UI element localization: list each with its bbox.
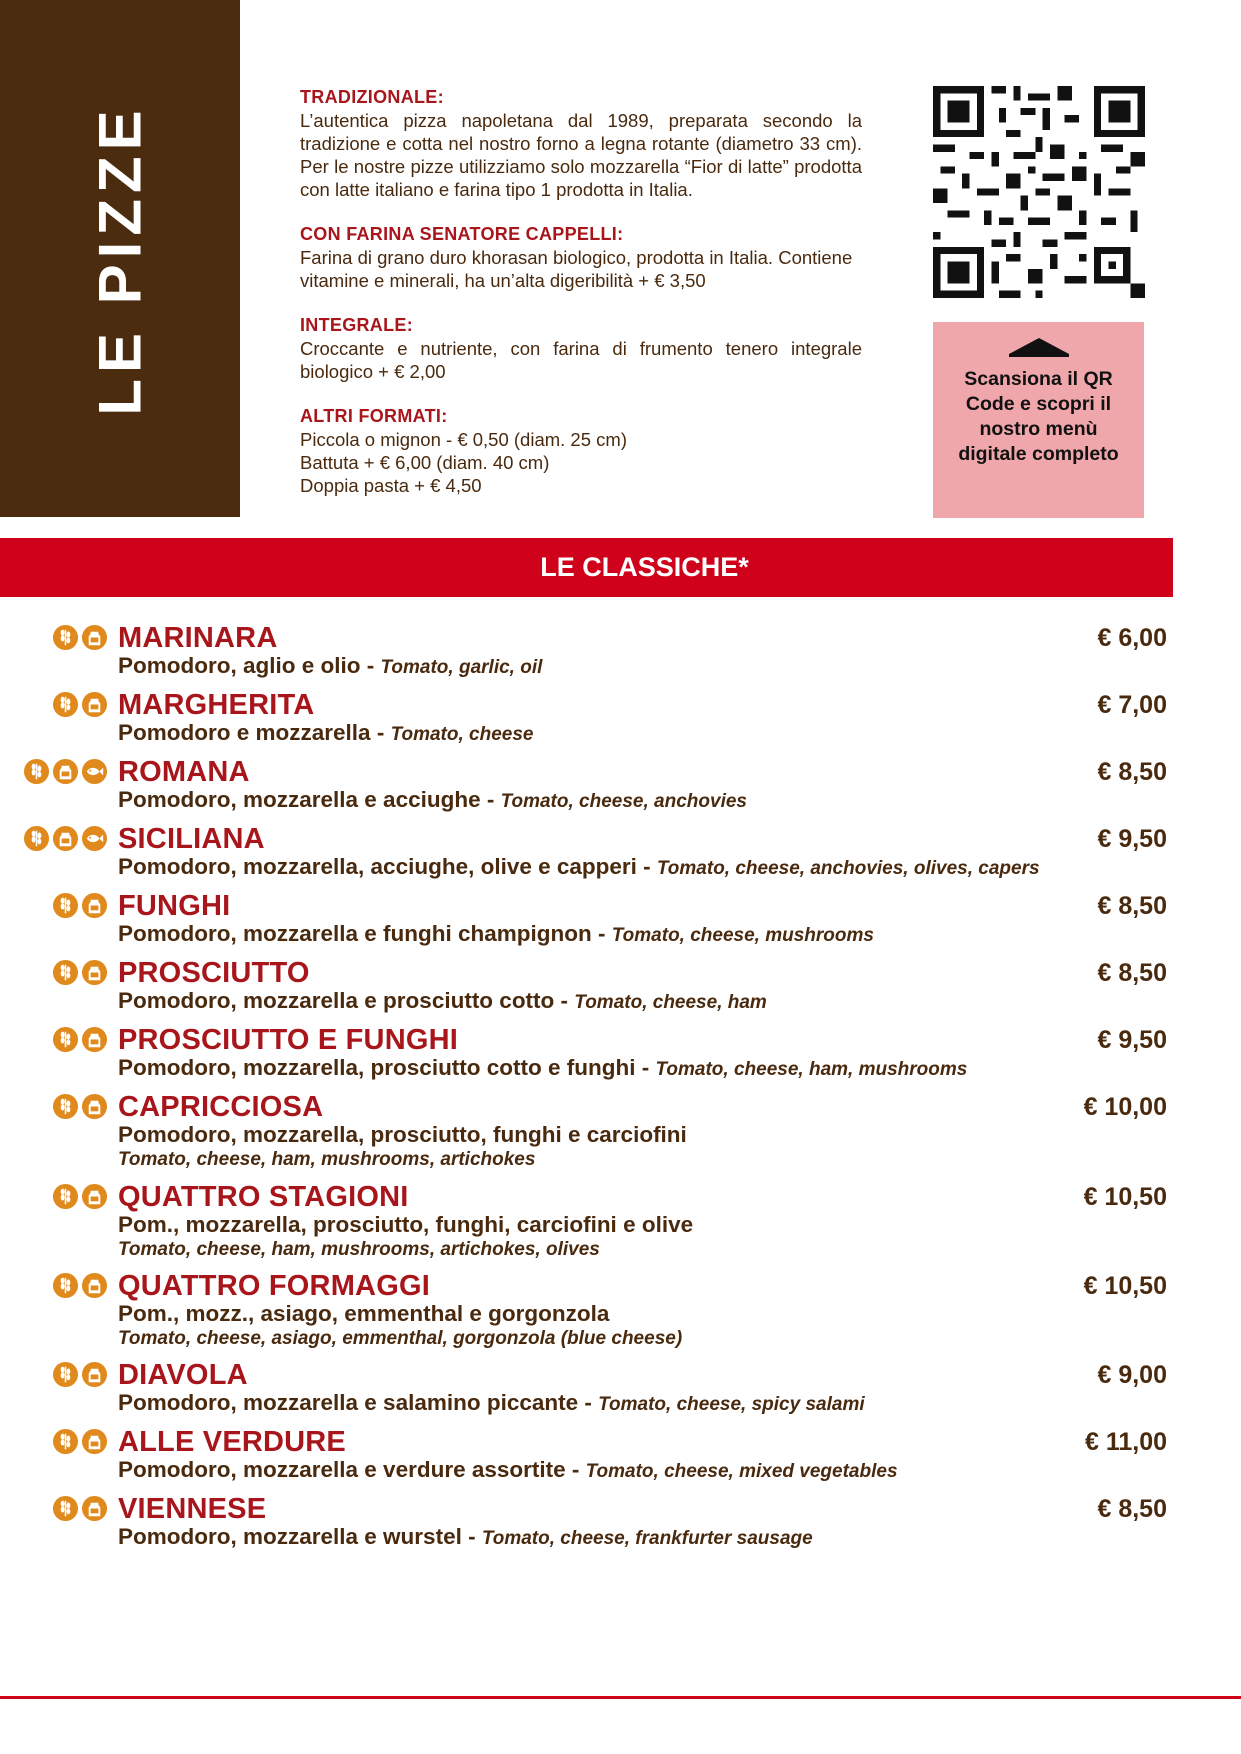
item-description <box>118 1211 693 1238</box>
wheat-icon <box>52 1026 79 1053</box>
bottom-divider <box>0 1696 1241 1699</box>
milk-icon <box>81 1428 108 1455</box>
item-name: ROMANA <box>118 756 250 788</box>
item-description-en: Tomato, cheese, ham, mushrooms, artichokes <box>118 1149 536 1170</box>
item-price: € 6,00 <box>1097 624 1167 652</box>
milk-icon <box>52 825 79 852</box>
item-price: € 8,50 <box>1097 892 1167 920</box>
milk-icon <box>81 1093 108 1120</box>
wheat-icon <box>23 825 50 852</box>
wheat-icon <box>52 892 79 919</box>
milk-icon <box>81 1361 108 1388</box>
wheat-icon <box>52 1495 79 1522</box>
item-description-it: Pomodoro, mozzarella e funghi champignon <box>118 921 592 946</box>
item-description-it: Pomodoro, mozzarella e wurstel <box>118 1524 462 1549</box>
wheat-icon <box>52 1428 79 1455</box>
item-description: Pomodoro, mozzarella e wurstel - Tomato, cheese, frankfurter sausage <box>118 1524 813 1549</box>
item-description: Pomodoro, mozzarella e funghi champignon - Tomato, cheese, mushrooms <box>118 921 874 946</box>
allergen-icons <box>52 1428 108 1455</box>
item-description: Pomodoro, mozzarella e salamino piccante - Tomato, cheese, spicy salami <box>118 1390 865 1415</box>
milk-icon <box>81 1026 108 1053</box>
allergen-icons <box>52 624 108 651</box>
item-description: Pomodoro, mozzarella e acciughe - Tomato, cheese, anchovies <box>118 787 747 812</box>
allergen-icons <box>52 1026 108 1053</box>
item-name: QUATTRO FORMAGGI <box>118 1270 430 1302</box>
item-description-it: Pomodoro, mozzarella e acciughe <box>118 787 481 812</box>
item-name: PROSCIUTTO E FUNGHI <box>118 1024 459 1056</box>
item-description: Pomodoro, mozzarella, acciughe, olive e capperi - Tomato, cheese, anchovies, olives, capers <box>118 854 1040 879</box>
milk-icon <box>81 959 108 986</box>
item-name: MARGHERITA <box>118 689 315 721</box>
format-line: Doppia pasta + € 4,50 <box>300 475 482 496</box>
item-description-en: Tomato, cheese, asiago, emmenthal, gorgonzola (blue cheese) <box>118 1328 683 1349</box>
item-description-it: Pomodoro, mozzarella e salamino piccante <box>118 1390 579 1415</box>
intro-integrale <box>300 314 862 383</box>
item-price: € 7,00 <box>1097 691 1167 719</box>
item-name: ALLE VERDURE <box>118 1426 346 1458</box>
item-description: Pomodoro, mozzarella e prosciutto cotto - Tomato, cheese, ham <box>118 988 767 1013</box>
item-description: Pomodoro, aglio e olio - Tomato, garlic, oil <box>118 653 543 678</box>
item-name: MARINARA <box>118 622 278 654</box>
item-description-en: Tomato, cheese, mushrooms <box>611 925 874 946</box>
item-price: € 10,50 <box>1083 1183 1167 1211</box>
intro-text: Farina di grano duro khorasan biologico, prodotta in Italia. Contiene vitamine e minerali, ha un’alta digeribilità + € 3,50 <box>300 247 853 291</box>
qr-callout <box>933 322 1144 518</box>
item-description-it: Pom., mozzarella, prosciutto, funghi, carciofini e olive <box>118 1212 694 1237</box>
item-description-en: Tomato, cheese, spicy salami <box>598 1394 865 1415</box>
allergen-icons <box>23 758 108 785</box>
item-description-en: Tomato, cheese, ham, mushrooms, artichokes, olives <box>118 1239 600 1260</box>
wheat-icon <box>52 959 79 986</box>
item-description-it: Pomodoro, mozzarella, acciughe, olive e capperi <box>118 854 637 879</box>
item-price: € 8,50 <box>1097 758 1167 786</box>
fish-icon <box>81 758 108 785</box>
item-price: € 8,50 <box>1097 959 1167 987</box>
milk-icon <box>81 1183 108 1210</box>
intro-heading: ALTRI FORMATI: <box>300 406 448 426</box>
format-line: Piccola o mignon - € 0,50 (diam. 25 cm) <box>300 429 627 450</box>
item-price: € 10,50 <box>1083 1272 1167 1300</box>
allergen-icons <box>52 1361 108 1388</box>
allergen-icons <box>52 1495 108 1522</box>
milk-icon <box>52 758 79 785</box>
arrow-base <box>1009 354 1069 357</box>
section-banner <box>0 538 1173 597</box>
item-description-en: Tomato, cheese, ham, mushrooms <box>655 1059 968 1080</box>
item-description-en: Tomato, cheese, anchovies, olives, capers <box>656 858 1040 879</box>
sidebar-band <box>0 0 240 517</box>
item-description: Pomodoro e mozzarella - Tomato, cheese <box>118 720 534 745</box>
item-description-en: Tomato, cheese <box>390 724 534 745</box>
allergen-icons <box>52 959 108 986</box>
item-description-it: Pomodoro, mozzarella e verdure assortite <box>118 1457 566 1482</box>
item-name: PROSCIUTTO <box>118 957 310 989</box>
item-description-en: Tomato, cheese, frankfurter sausage <box>481 1528 813 1549</box>
item-description-it: Pomodoro, aglio e olio <box>118 653 361 678</box>
item-name: VIENNESE <box>118 1493 267 1525</box>
intro-altri-formati <box>300 405 862 497</box>
milk-icon <box>81 624 108 651</box>
wheat-icon <box>52 1093 79 1120</box>
qr-callout-text: Scansiona il QR Code e scopri il nostro menù digitale completo <box>958 368 1119 465</box>
intro-heading: INTEGRALE: <box>300 315 413 335</box>
allergen-icons <box>52 691 108 718</box>
item-price: € 10,00 <box>1083 1093 1167 1121</box>
format-line: Battuta + € 6,00 (diam. 40 cm) <box>300 452 550 473</box>
milk-icon <box>81 892 108 919</box>
wheat-icon <box>52 1183 79 1210</box>
arrow-up-icon <box>1009 338 1069 354</box>
fish-icon <box>81 825 108 852</box>
item-price: € 11,00 <box>1084 1428 1167 1456</box>
qr-code[interactable] <box>933 86 1145 298</box>
item-description-it: Pomodoro, mozzarella, prosciutto cotto e funghi <box>118 1055 636 1080</box>
item-description-en: Tomato, cheese, ham <box>574 992 767 1013</box>
item-price: € 9,50 <box>1097 1026 1167 1054</box>
item-description <box>118 1300 609 1327</box>
allergen-icons <box>52 1272 108 1299</box>
intro-heading: TRADIZIONALE: <box>300 87 444 107</box>
milk-icon <box>81 1272 108 1299</box>
milk-icon <box>81 1495 108 1522</box>
item-name: DIAVOLA <box>118 1359 248 1391</box>
wheat-icon <box>52 1272 79 1299</box>
item-description-it: Pomodoro, mozzarella e prosciutto cotto <box>118 988 555 1013</box>
wheat-icon <box>52 1361 79 1388</box>
item-description-it: Pomodoro e mozzarella <box>118 720 371 745</box>
item-name: FUNGHI <box>118 890 231 922</box>
item-description <box>118 1121 687 1148</box>
intro-section <box>300 86 862 519</box>
item-description-en: Tomato, cheese, mixed vegetables <box>585 1461 898 1482</box>
item-price: € 9,00 <box>1097 1361 1167 1389</box>
intro-heading: CON FARINA SENATORE CAPPELLI: <box>300 224 624 244</box>
allergen-icons <box>52 1183 108 1210</box>
milk-icon <box>81 691 108 718</box>
wheat-icon <box>52 691 79 718</box>
section-title: LE CLASSICHE* <box>540 552 749 582</box>
item-description-it: Pomodoro, mozzarella, prosciutto, funghi e carciofini <box>118 1122 687 1147</box>
item-description: Pomodoro, mozzarella e verdure assortite - Tomato, cheese, mixed vegetables <box>118 1457 898 1482</box>
intro-senatore-cappelli <box>300 223 862 292</box>
item-name: CAPRICCIOSA <box>118 1091 324 1123</box>
item-price: € 9,50 <box>1097 825 1167 853</box>
allergen-icons <box>52 892 108 919</box>
item-description-en: Tomato, garlic, oil <box>380 657 543 678</box>
allergen-icons <box>52 1093 108 1120</box>
wheat-icon <box>23 758 50 785</box>
item-name: QUATTRO STAGIONI <box>118 1181 409 1213</box>
item-description-en: Tomato, cheese, anchovies <box>500 791 747 812</box>
intro-tradizionale <box>300 86 862 201</box>
item-description: Pomodoro, mozzarella, prosciutto cotto e funghi - Tomato, cheese, ham, mushrooms <box>118 1055 968 1080</box>
allergen-icons <box>23 825 108 852</box>
wheat-icon <box>52 624 79 651</box>
intro-text: L’autentica pizza napoletana dal 1989, preparata secondo la tradizione e cotta nel nostro forno a legna rotante (diametro 33 cm). Per le nostre pizze utilizziamo solo mozzarella “Fior di latte” prodotta con latte italiano e farina tipo 1 prodotta in Italia. <box>300 110 862 200</box>
intro-text: Croccante e nutriente, con farina di frumento tenero integrale biologico + € 2,00 <box>300 338 862 382</box>
page-title: LE PIZZE <box>86 104 154 416</box>
item-price: € 8,50 <box>1097 1495 1167 1523</box>
item-name: SICILIANA <box>118 823 265 855</box>
item-description-it: Pom., mozz., asiago, emmenthal e gorgonzola <box>118 1301 610 1326</box>
